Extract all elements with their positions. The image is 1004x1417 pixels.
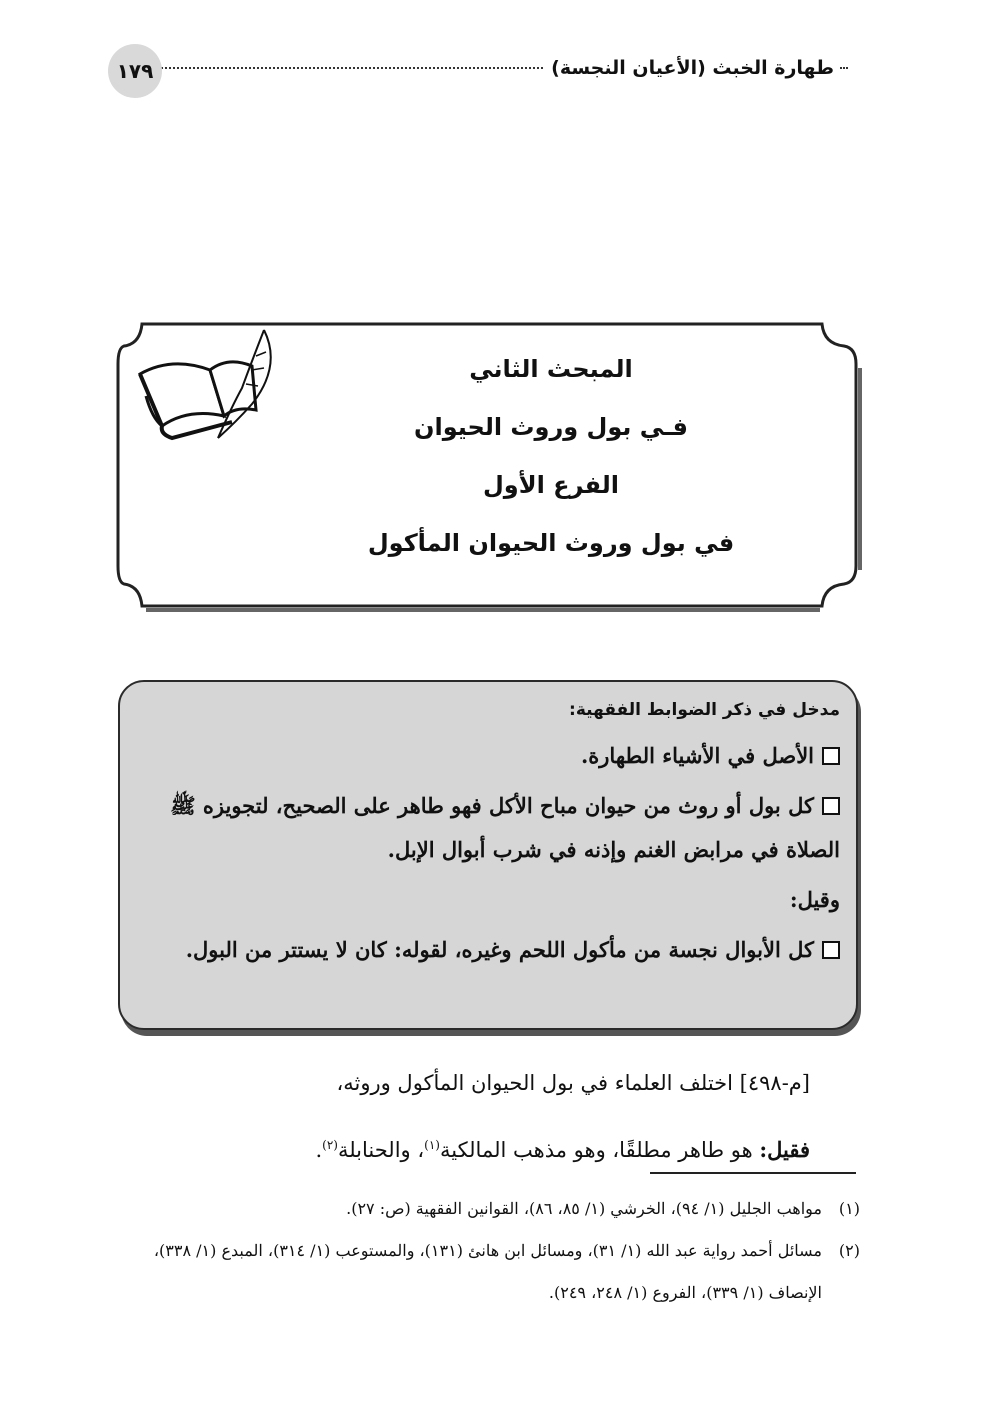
header-dots [116, 67, 543, 69]
section-title: المبحث الثاني [469, 355, 633, 383]
footnote-ref[interactable]: (٢) [322, 1138, 338, 1152]
running-title: طهارة الخبث (الأعيان النجسة) [551, 57, 834, 79]
rule-item: كل الأبوال نجسة من مأكول اللحم وغيره، لقوله: كان لا يستتر من البول. [136, 928, 840, 972]
book-quill-icon [132, 326, 282, 446]
paragraph: فقيل: هو طاهر مطلقًا، وهو مذهب المالكية$^{(١)}$، والحنابلة$^{(٢)}$. [315, 1137, 810, 1162]
running-header [108, 40, 848, 96]
checkbox-icon [822, 941, 840, 959]
page-number: ١٧٩ [108, 44, 162, 98]
footnote-ref[interactable]: (١) [424, 1138, 440, 1152]
checkbox-icon [822, 747, 840, 765]
footnote: (٢) مسائل أحمد رواية عبد الله (١/ ٣١)، ومسائل ابن هانئ (١٣١)، والمستوعب (١/ ٣١٤)، المبدع (١/ ٣٣٨)، الإنصاف (١/ ٣٣٩)، الفروع (١/ ٢٤٨، ٢٤٩). [153, 1241, 860, 1302]
section-topic: فـي بول وروث الحيوان [413, 413, 688, 441]
footnote-separator [650, 1172, 856, 1174]
body-text [120, 1052, 810, 1181]
jurisprudence-rules-box [118, 680, 858, 1030]
rules-heading: مدخل في ذكر الضوابط الفقهية: [569, 700, 840, 720]
said-label: وقيل: [789, 887, 840, 912]
chapter-titles [266, 340, 836, 572]
footnote: (١) مواهب الجليل (١/ ٩٤)، الخرشي (١/ ٨٥، ٨٦)، القوانين الفقهية (ص: ٢٧). [346, 1199, 860, 1218]
chapter-title-box [116, 318, 868, 612]
branch-topic: في بول وروث الحيوان المأكول [367, 529, 735, 557]
header-dots-right [840, 67, 848, 69]
branch-title: الفرع الأول [482, 471, 620, 499]
paragraph: [م-٤٩٨] اختلف العلماء في بول الحيوان المأكول وروثه، [336, 1071, 810, 1095]
checkbox-icon [822, 797, 840, 815]
rule-item: كل بول أو روث من حيوان مباح الأكل فهو طاهر على الصحيح، لتجويزه ﷺ الصلاة في مرابض الغنم وإذنه في شرب أبوال الإبل. [170, 793, 840, 862]
rule-item: الأصل في الأشياء الطهارة. [136, 734, 840, 778]
footnotes [110, 1188, 860, 1314]
